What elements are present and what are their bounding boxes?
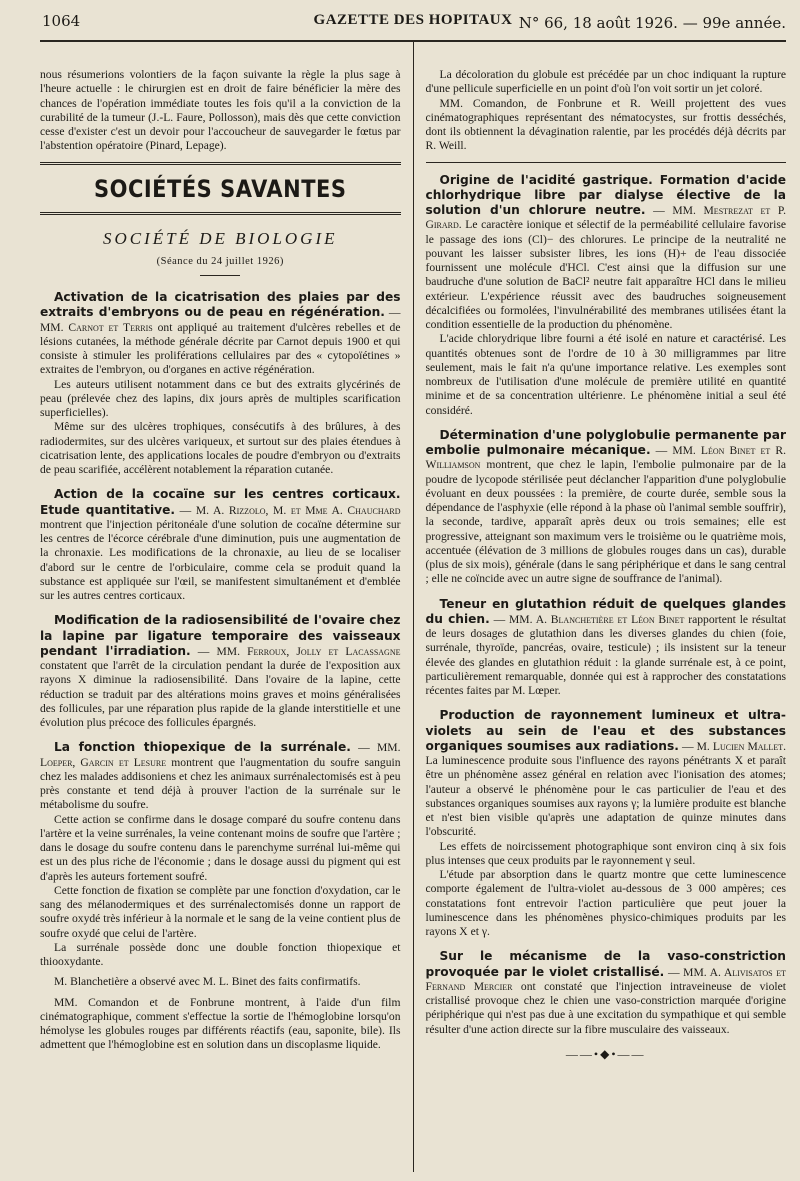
page-number: 1064 — [42, 12, 81, 30]
article-authors: — MM. Léon Binet et R. Williamson — [425, 444, 786, 472]
article-text: Cette action se confirme dans le dosage comparé du soufre contenu dans l'artère et la veine surrénales, la veine contenant moins de soufre que l'artère ; dans le dosage du soufre contenu dans le parenchyme surrénal lui-même qui est un des plus riche de l'économie ; dans le dosage aussi du pigment qui est d'après les auteurs fortement soufré. — [40, 812, 401, 883]
article-text: constatent que l'arrêt de la circulation pendant la durée de l'exposition aux rayons X diminue la radiosensibilité. Dans l'ovaire de la lapine, cette réduction se traduit par des altérations moins graves et moins généralisées des follicules, par une réparation plus rapide de la glande interstitielle et une évolution plus précoce des follicules épargnés. — [40, 659, 401, 730]
article-title: Détermination d'une polyglobulie permanente par embolie pulmonaire mécanique. — [425, 427, 786, 457]
article-thiopexique — [40, 740, 401, 1052]
article-authors: — MM. Ferroux, Jolly et Lacassagne — [197, 644, 401, 658]
article-radiosensibilite — [40, 613, 401, 730]
article-text: ont appliqué au traitement d'ulcères rebelles et de lésions cutanées, la méthode générale décrite par Carnot depuis 1900 et qui consiste à stimuler les proliférations cellulaires par des « cytopoïétines » extraites de l'embryon, ou d'organes en active régénération. — [40, 320, 401, 377]
end-ornament: ——•◆•—— — [565, 1046, 646, 1061]
article-vaso-constriction — [426, 949, 787, 1037]
article-text: MM. Comandon, de Fonbrune et R. Weill projettent des vues cinématographiques représentant des nématocystes, sur frottis desséchés, dont ils obtiennent la dévagination ralentie, par les procédés déjà décrits par R. Weill. — [425, 96, 786, 153]
article-title: Teneur en glutathion réduit de quelques glandes du chien. — [425, 596, 786, 626]
article-text: M. Blanchetière a observé avec M. L. Binet des faits confirmatifs. — [54, 975, 361, 989]
article-title: Action de la cocaïne sur les centres corticaux. Etude quantitative. — [40, 487, 401, 517]
article-cocaine — [40, 487, 401, 603]
article-text: La luminescence produite sous l'influence des rayons pénétrants X et paraît être un phénomène assez général en relation avec l'ionisation des atomes; l'auteur a observé le phénomène pour le cas particulier de l'eau et des substances organiques soumises aux rayons γ; la lumière produite est blanche et n'est bien visible qu'après une adaptation de quinze minutes dans l'obscurité. — [425, 754, 786, 839]
issue-info: N° 66, 18 août 1926. — 99e année. — [518, 14, 786, 32]
page-header — [40, 0, 786, 42]
article-text: La surrénale possède donc une double fonction thiopexique et thiooxydante. — [40, 940, 401, 969]
article-text: ont constaté que l'injection intraveineuse de violet cristallisé provoque chez le chien une vaso-constriction marquée d'origine périphérique qui n'est pas due à une excitation du sympathique et qui semble résulter d'une action directe sur la fibre musculaire des vaisseaux. — [425, 979, 786, 1036]
section-title: SOCIÉTÉS SAVANTES — [93, 174, 347, 203]
article-rayonnement — [426, 708, 787, 939]
article-title: La fonction thiopexique de la surrénale. — [54, 740, 351, 755]
section-rule-bottom — [40, 212, 401, 215]
intro-paragraph: nous résumerions volontiers de la façon suivante la règle la plus sage à l'heure actuelle : le chirurgien est en droit de faire bénéficier la mère des chances de l'opération immédiate toutes les fois qu'il a la conviction de la curabilité de la tumeur (J.-L. Faure, Pollosson), mais dès que cette conviction cesse d'exister c'est un devoir pour l'accoucheur de sauvegarder le fœtus par l'abstention opératoire (Pinard, Lepage). — [40, 68, 401, 153]
article-authors: — MM. Carnot et Terris — [40, 306, 401, 334]
article-authors: — M. Lucien Mallet. — [681, 739, 786, 753]
article-polyglobulie — [426, 428, 787, 587]
article-text: Les auteurs utilisent notamment dans ce but des extraits glycérinés de peau (prélevée chez des lapins, dix jours après de multiples scarification superficielles). — [40, 377, 401, 420]
column-rule — [426, 162, 787, 163]
article-cicatrisation — [40, 290, 401, 477]
article-authors: — MM. Mestrezat et P. Girard. — [425, 204, 786, 232]
society-heading: SOCIÉTÉ DE BIOLOGIE — [102, 229, 338, 249]
article-authors: — MM. A. Blanchetière et Léon Binet — [493, 612, 685, 626]
short-rule — [200, 275, 240, 276]
article-text: La décoloration du globule est précédée par un choc indiquant la rupture d'une pellicule superficielle en un point d'où l'on voit sortir un jet coloré. — [425, 68, 786, 96]
columns — [40, 42, 786, 1172]
session-date: (Séance du 24 juillet 1926) — [156, 256, 284, 268]
article-text: montrent, que chez le lapin, l'embolie pulmonaire par de la poudre de lycopode stérilisée peut déclancher l'apparition d'une polyglobulie évoluant en deux poussées : la première, de courte durée, semble sous la dépendance de l'asphyxie (elle répond à la phase où l'animal semble souffrir), la seconde, tardive, apparaît après deux ou trois semaines; elle est progressive, atteignant son maximum vers le troisième ou le quatrième mois, accentuée (élévation de 3 millions de globules rouges dans un cas), durable (plus de six mois), générale (dans le sang périphérique et dans le sang central ; elle ne coïncide avec un autre signe de souffrance de l'animal). — [425, 458, 786, 586]
article-text: MM. Comandon et de Fonbrune montrent, à l'aide d'un film cinématographique, comment s'effectue la sortie de l'hémoglobine lorsqu'on hémolyse les globules rouges par différents réactifs (eau, saponite, bile). Ils admettent que l'hémoglobine est en solution dans un discoplasme liquide. — [40, 995, 401, 1052]
article-text: rapportent le résultat de leurs dosages de glutathion dans les diverses glandes du chien (foie, surrénale, thyroïde, pancréas, ovaire, testicule) ; ils insistent sur la teneur élevée des glandes en glutathion réduit : la glande surrénale est, à ce point, particulièrement remarquable, donnée qui est à rapprocher des constatations récentes faites par M. Lœper. — [425, 612, 786, 697]
article-text: L'acide chlorydrique libre fourni a été isolé en nature et caractérisé. Les quantités obtenues sont de l'ordre de 10 à 30 milligrammes par litre seulement, mais le fait n'a qu'une importance relative. Les exemples sont nombreux de l'utilisation d'une molécule de première utilité en quantité minime et de sa concentration ultérienre. Le phénomène initial a seul été considéré. — [425, 332, 786, 417]
left-column — [40, 42, 413, 1172]
article-title: Production de rayonnement lumineux et ultra-violets au sein de l'eau et des substances organiques soumises aux radiations. — [425, 708, 786, 753]
article-text: L'étude par absorption dans le quartz montre que cette luminescence comporte également de l'ultra-violet au-dessous de 3 000 ampères; ces constatations font entrevoir l'action particulière que peut jouer la luminescence dans les phénomènes physico-chimiques produits par les rayons X et γ. — [425, 868, 786, 938]
article-title: Activation de la cicatrisation des plaies par des extraits d'embryons ou de peau en régénération. — [40, 290, 401, 320]
section-rule — [40, 162, 401, 165]
article-glutathion — [426, 597, 787, 699]
article-text: Cette fonction de fixation se complète par une fonction d'oxydation, car le sang des mélanodermiques et des surrénalectomisés donne un rapport de soufre oxydé très inférieur à la normale et le sang de la veine contient plus de soufre oxydé que celui de l'artère. — [40, 883, 401, 940]
article-authors: — MM. A. Alivisatos et Fernand Mercier — [425, 965, 786, 993]
article-authors: — MM. Loeper, Garcin et Lesure — [40, 741, 401, 769]
article-text: Les effets de noircissement photographique sont environ cinq à six fois plus intenses que ceux produits par le rayonnement γ seul. — [425, 839, 786, 867]
article-text: Même sur des ulcères trophiques, consécutifs à des brûlures, à des radiodermites, sur des ulcères variqueux, et surtout sur des plaies étendues à cicatrisation lente, des applications locales de poudre d'embryon ou d'extraits de peau scarifiée, accélèrent notablement la réparation cutanée. — [40, 420, 401, 477]
article-acidite — [426, 173, 787, 418]
article-title: Modification de la radiosensibilité de l'ovaire chez la lapine par ligature temporaire des vaisseaux pendant l'irradiation. — [40, 613, 401, 658]
right-column — [413, 42, 787, 1172]
article-title: Sur le mécanisme de la vaso-constriction provoquée par le violet cristallisé. — [425, 949, 786, 979]
article-authors: — M. A. Rizzolo, M. et Mme A. Chauchard — [179, 503, 401, 517]
article-text: montrent que l'injection péritonéale d'une solution de cocaïne détermine sur les centres de l'écorce cérébrale d'une diminution, puis une augmentation de la chronaxie. Les modifications de la chronaxie, au lieu de se localiser d'abord sur le centre de l'orbiculaire, comme cela se produit quand la substance est appliquée sur l'œil, se manifestent simultanément et d'emblée sur les autres centres corticaux. — [40, 517, 401, 603]
article-text: Le caractère ionique et sélectif de la perméabilité cellulaire favorise le passage des ions (Cl)− des chlorures. Le principe de la neutralité ne pouvant les laisser subsister libres, les ions (H)+ de l'eau dissociée fournissent une molécule d'HCl. C'est ainsi que la diffusion sur une baudruche d'une solution de BaCl² neutre fait apparaître HCl dans le milieu extérieur. L'expérience réussit avec des baudruches soigneusement décalcifiées ou formolées, l'invulnérabilité des membranes utilisées étant la condition essentielle de la production du phénomène. — [425, 218, 786, 331]
article-title: Origine de l'acidité gastrique. Formation d'acide chlorhydrique libre par dialyse élective de la solution d'un chlorure neutre. — [425, 172, 786, 217]
journal-title: GAZETTE DES HOPITAUX — [313, 12, 513, 28]
article-text: montrent que l'augmentation du soufre sanguin chez les malades addisoniens et chez les animaux surrénalectomisés est à peu près constante et tend déjà à prouver l'action de la surrénale sur le métabolisme du soufre. — [40, 755, 401, 812]
